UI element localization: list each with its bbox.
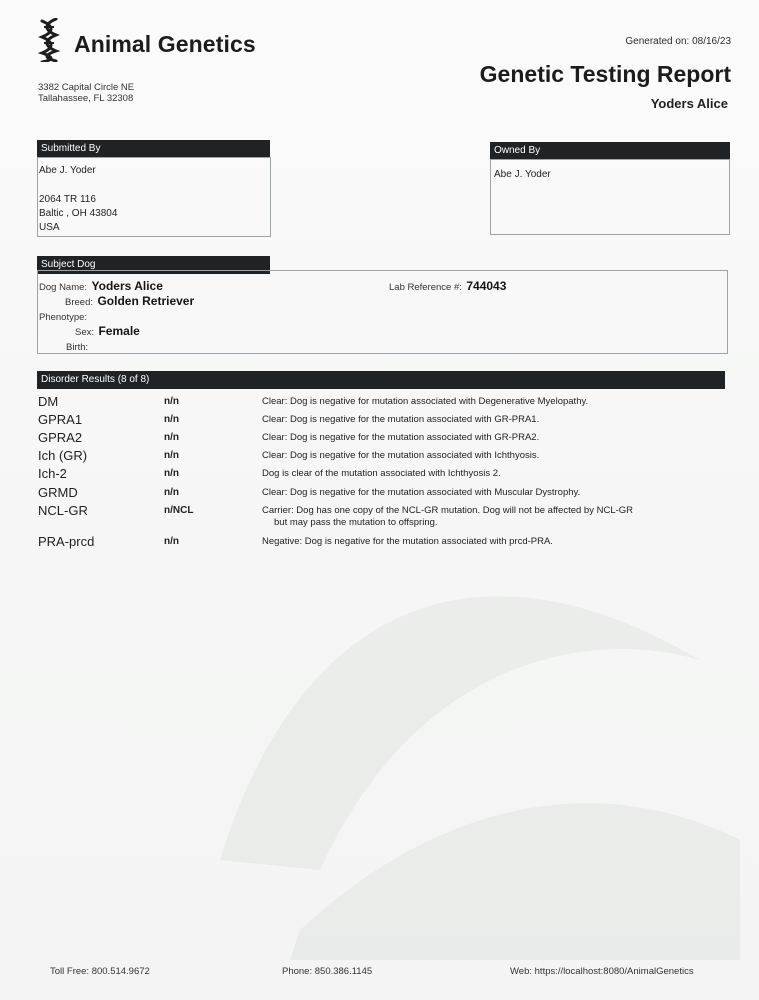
- footer-phone: Phone: 850.386.1145: [282, 966, 373, 977]
- submitted-by-header: Submitted By: [37, 140, 270, 158]
- disorder-result: n/n: [164, 487, 179, 498]
- breed-value: Golden Retriever: [97, 294, 195, 308]
- generated-date: Generated on: 08/16/23: [625, 36, 731, 47]
- submitted-by-name: Abe J. Yoder: [39, 165, 96, 176]
- disorder-name: PRA-prcd: [38, 534, 95, 549]
- disorder-result: n/n: [164, 432, 179, 443]
- disorder-result: n/n: [164, 396, 179, 407]
- disorder-name: Ich-2: [38, 466, 67, 481]
- birth-row: [66, 337, 88, 355]
- disorder-description: Negative: Dog is negative for the mutation associated with prcd-PRA.: [262, 536, 553, 547]
- address-line-2: Tallahassee, FL 32308: [38, 93, 134, 104]
- dog-name-label: Dog Name:: [39, 282, 88, 293]
- owned-by-name: Abe J. Yoder: [494, 169, 551, 180]
- disorder-result: n/n: [164, 536, 179, 547]
- dog-name-value: Yoders Alice: [91, 279, 163, 293]
- disorder-description: Clear: Dog is negative for the mutation associated with GR-PRA2.: [262, 432, 540, 443]
- subject-dog-header: Subject Dog: [37, 256, 270, 274]
- disorder-description: Carrier: Dog has one copy of the NCL-GR mutation. Dog will not be affected by NCL-GR: [262, 505, 634, 516]
- address-line-1: 3382 Capital Circle NE: [38, 82, 135, 93]
- lab-address: [38, 82, 134, 104]
- footer-web: Web: https://localhost:8080/AnimalGenetics: [510, 966, 694, 977]
- disorder-row: [38, 466, 718, 484]
- disorder-row: [38, 430, 718, 448]
- report-title: Genetic Testing Report: [479, 61, 731, 87]
- disorder-name: Ich (GR): [38, 448, 88, 463]
- owned-by-header: Owned By: [490, 142, 730, 160]
- disorder-description-continued: but may pass the mutation to offspring.: [274, 517, 438, 528]
- lab-reference-value: 744043: [466, 279, 507, 293]
- report-dog-name: Yoders Alice: [650, 96, 728, 111]
- phenotype-label: Phenotype:: [39, 312, 88, 323]
- brand-name: Animal Genetics: [74, 31, 256, 57]
- dna-icon: [37, 18, 61, 62]
- disorder-result: n/n: [164, 468, 179, 479]
- footer-toll-free: Toll Free: 800.514.9672: [50, 966, 150, 977]
- submitted-by-address-2: Baltic , OH 43804: [39, 208, 118, 219]
- disorder-row: [38, 394, 718, 412]
- disorder-name: GRMD: [38, 485, 78, 500]
- disorder-name: GPRA1: [38, 412, 83, 427]
- submitted-by-country: USA: [39, 222, 60, 233]
- disorder-name: GPRA2: [38, 430, 83, 445]
- disorder-result: n/n: [164, 414, 179, 425]
- disorder-description: Dog is clear of the mutation associated with Ichthyosis 2.: [262, 468, 501, 479]
- disorder-result: n/NCL: [164, 505, 194, 516]
- disorder-row: [38, 485, 718, 503]
- disorder-row: [38, 412, 718, 430]
- disorder-row: [38, 503, 718, 529]
- disorder-description: Clear: Dog is negative for the mutation associated with Ichthyosis.: [262, 450, 540, 461]
- submitted-by-address-1: 2064 TR 116: [39, 194, 96, 205]
- breed-label: Breed:: [65, 297, 93, 308]
- disorder-result: n/n: [164, 450, 179, 461]
- disorder-description: Clear: Dog is negative for mutation associated with Degenerative Myelopathy.: [262, 396, 589, 407]
- lab-reference-label: Lab Reference #:: [389, 282, 462, 293]
- sex-value: Female: [98, 324, 140, 338]
- sex-label: Sex:: [75, 327, 95, 338]
- lab-reference-row: [389, 277, 506, 295]
- watermark-graphic: [180, 540, 740, 960]
- disorder-row: [38, 534, 718, 552]
- disorder-description: Clear: Dog is negative for the mutation associated with Muscular Dystrophy.: [262, 487, 581, 498]
- disorder-row: [38, 448, 718, 466]
- disorder-description: Clear: Dog is negative for the mutation associated with GR-PRA1.: [262, 414, 540, 425]
- birth-label: Birth:: [66, 342, 89, 353]
- disorder-name: NCL-GR: [38, 503, 88, 518]
- disorder-results-header: Disorder Results (8 of 8): [37, 371, 725, 389]
- disorder-name: DM: [38, 394, 59, 409]
